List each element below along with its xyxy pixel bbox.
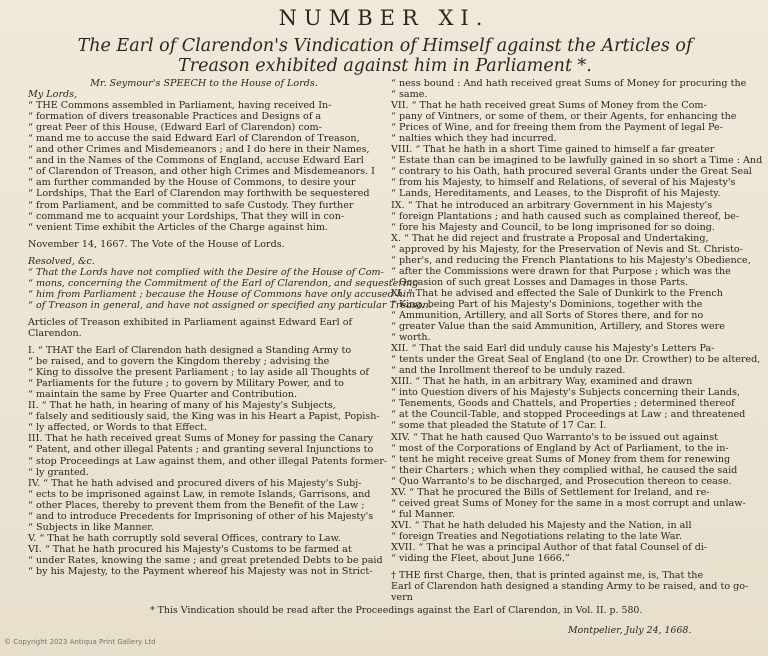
left-column-line: “ of Treason in general, and have not assigned or specified any particular Treason.: [28, 299, 432, 311]
left-column-line: III. That he hath received great Sums of Money for passing the Canary: [28, 433, 374, 445]
right-column-line: “ King, being Part of his Majesty's Dominions, together with the: [391, 298, 703, 310]
left-column-line: “ Parliaments for the future ; to govern by Military Power, and to: [28, 378, 344, 390]
page-title: The Earl of Clarendon's Vindication of Himself against the Articles of Treason exhibited against him in Parliament *.: [77, 36, 693, 76]
left-column-line: “ and to introduce Precedents for Imprisoning of other of his Majesty's: [28, 510, 374, 522]
left-column-line: “ great Peer of this House, (Edward Earl of Clarendon) com-: [28, 122, 322, 134]
right-column-line: XIV. “ That he hath caused Quo Warranto's to be issued out against: [391, 431, 718, 443]
left-column-line: “ Subjects in like Manner.: [28, 521, 154, 533]
right-column-line: “ pany of Vintners, or some of them, or their Agents, for enhancing the: [391, 111, 737, 123]
left-column-line: “ be raised, and to govern the Kingdom thereby ; advising the: [28, 356, 330, 368]
copyright-credit: © Copyright 2023 Antiqua Print Gallery Ltd: [4, 638, 156, 646]
left-column-line: “ and other Crimes and Misdemeanors ; and I do here in their Names,: [28, 144, 370, 156]
right-column-line: “ contrary to his Oath, hath procured several Grants under the Great Seal: [391, 166, 752, 178]
right-column-line: “ at the Council-Table, and stopped Proceedings at Law ; and threatened: [391, 409, 746, 421]
left-column-line: “ other Places, thereby to prevent them from the Benefit of the Law ;: [28, 499, 365, 511]
right-column-line: “ tent he might receive great Sums of Money from them for renewing: [391, 453, 731, 465]
right-column-line: VIII. “ That he hath in a short Time gained to himself a far greater: [391, 144, 715, 156]
right-column-line: “ most of the Corporations of England by Act of Parliament, to the in-: [391, 442, 729, 454]
left-column-line: “ ects to be imprisoned against Law, in remote Islands, Garrisons, and: [28, 488, 371, 500]
right-column-line: XIII. “ That he hath, in an arbitrary Way, examined and drawn: [391, 376, 693, 388]
left-column-line: “ ly affected, or Words to that Effect.: [28, 422, 208, 434]
right-column-line: “ ness bound : And hath received great Sums of Money for procuring the: [391, 78, 747, 89]
left-column-line: “ falsely and seditiously said, the King was in his Heart a Papist, Popish-: [28, 411, 380, 423]
right-column-line: “ Occasion of such great Losses and Damages in those Parts.: [391, 276, 689, 288]
right-column-line: “ same.: [391, 89, 428, 101]
right-column-line: IX. “ That he introduced an arbitrary Government in his Majesty's: [391, 199, 713, 211]
left-column-line: “ and in the Names of the Commons of England, accuse Edward Earl: [28, 155, 364, 167]
right-column-line: XV. “ That he procured the Bills of Settlement for Ireland, and re-: [391, 486, 710, 498]
left-column-line: Resolved, &c.: [28, 255, 95, 267]
left-column-line: “ mons, concerning the Commitment of the Earl of Clarendon, and sequestering: [28, 277, 419, 289]
right-column-line: “ greater Value than the said Ammunition, Artillery, and Stores were: [391, 321, 725, 333]
right-column-line: “ viding the Fleet, about June 1666.”: [391, 553, 570, 565]
right-column-line: “ Ammunition, Artillery, and all Sorts of Stores there, and for no: [391, 309, 704, 321]
right-column-line: “ foreign Treaties and Negotiations relating to the late War.: [391, 530, 682, 542]
left-column-line: “ King to dissolve the present Parliament ; to lay aside all Thoughts of: [28, 367, 369, 379]
right-column-line: “ fore his Majesty and Council, to be long imprisoned for so doing.: [391, 221, 715, 233]
left-column-line: “ of Clarendon of Treason, and other high Crimes and Misdemeanors. I: [28, 166, 375, 178]
right-column-line: “ nalties which they had incurred.: [391, 133, 557, 145]
left-column-line: November 14, 1667. The Vote of the House of Lords.: [28, 238, 285, 250]
right-column-line: VII. “ That he hath received great Sums of Money from the Com-: [391, 100, 707, 112]
right-column-line: “ Lands, Hereditaments, and Leases, to the Disprofit of his Majesty.: [391, 188, 721, 200]
left-column-line: “ That the Lords have not complied with the Desire of the House of Com-: [28, 266, 384, 278]
right-column-line: “ worth.: [391, 332, 431, 344]
left-column-line: II. “ That he hath, in hearing of many of his Majesty's Subjects,: [28, 400, 336, 412]
right-column-line: “ Estate than can be imagined to be lawfully gained in so short a Time : And: [391, 155, 763, 167]
right-column-line: “ pher's, and reducing the French Plantations to his Majesty's Obedience,: [391, 254, 751, 266]
right-column-line: “ foreign Plantations ; and hath caused such as complained thereof, be-: [391, 210, 740, 222]
left-column-line: “ venient Time exhibit the Articles of the Charge against him.: [28, 221, 328, 233]
right-column-line: “ Prices of Wine, and for freeing them from the Payment of legal Pe-: [391, 122, 723, 134]
right-column-line: “ ful Manner.: [391, 508, 455, 520]
right-column-line: “ from his Majesty, to himself and Relations, of several of his Majesty's: [391, 177, 736, 189]
footnote: * This Vindication should be read after the Proceedings against the Earl of Clarendon, in Vol. II. p. 580.: [150, 605, 643, 616]
left-column-line: “ THE Commons assembled in Parliament, having received In-: [28, 100, 332, 112]
left-column-line: “ Lordships, That the Earl of Clarendon may forthwith be sequestered: [28, 188, 370, 200]
right-column-line: “ and the Inrollment thereof to be unduly razed.: [391, 365, 626, 377]
left-column-line: Clarendon.: [28, 327, 82, 339]
left-column-line: “ under Rates, knowing the same ; and great pretended Debts to be paid: [28, 554, 383, 566]
right-column-line: “ ceived great Sums of Money for the same in a most corrupt and unlaw-: [391, 497, 746, 509]
left-column-line: “ from Parliament, and be committed to safe Custody. They further: [28, 199, 354, 211]
right-column-line: XII. “ That the said Earl did unduly cause his Majesty's Letters Pa-: [391, 343, 715, 355]
left-column-line: “ Patent, and other illegal Patents ; and granting several Injunctions to: [28, 444, 374, 456]
right-column-line: Earl of Clarendon hath designed a standing Army to be raised, and to go-: [391, 581, 749, 593]
page-number-heading: NUMBER XI.: [278, 6, 490, 30]
left-column-line: “ command me to acquaint your Lordships, That they will in con-: [28, 210, 345, 222]
right-column-line: XVI. “ That he hath deluded his Majesty and the Nation, in all: [391, 519, 692, 531]
left-column-line: “ mand me to accuse the said Edward Earl of Clarendon of Treason,: [28, 133, 360, 145]
left-column-line: “ by his Majesty, to the Payment whereof his Majesty was not in Strict-: [28, 565, 373, 577]
left-column-line: IV. “ That he hath advised and procured divers of his Majesty's Subj-: [28, 477, 362, 489]
left-column-line: V. “ That he hath corruptly sold several Offices, contrary to Law.: [28, 532, 341, 544]
right-column-line: “ into Question divers of his Majesty's Subjects concerning their Lands,: [391, 387, 741, 399]
right-column-line: vern: [391, 592, 413, 604]
right-column-line: “ Tenements, Goods and Chattels, and Properties ; determined thereof: [391, 398, 735, 410]
left-column-line: Articles of Treason exhibited in Parliament against Edward Earl of: [28, 316, 353, 328]
right-column-line: “ some that pleaded the Statute of 17 Car. I.: [391, 420, 607, 432]
right-column-line: XVII. “ That he was a principal Author of that fatal Counsel of di-: [391, 541, 708, 553]
left-column-line: “ him from Parliament ; because the House of Commons have only accused him: [28, 288, 416, 300]
left-column-line: Mr. Seymour's SPEECH to the House of Lords.: [90, 78, 318, 89]
right-column-line: “ Quo Warranto's to be discharged, and Prosecution thereon to cease.: [391, 475, 732, 487]
left-column-line: “ maintain the same by Free Quarter and Contribution.: [28, 389, 298, 401]
left-column-line: I. “ THAT the Earl of Clarendon hath designed a Standing Army to: [28, 345, 352, 357]
right-column-line: XI. “ That he advised and effected the Sale of Dunkirk to the French: [391, 287, 723, 299]
left-column-line: VI. “ That he hath procured his Majesty's Customs to be farmed at: [28, 543, 352, 555]
left-column-line: “ stop Proceedings at Law against them, and other illegal Patents former-: [28, 455, 388, 467]
right-column-line: “ their Charters ; which when they complied withal, he caused the said: [391, 464, 738, 476]
right-column-line: † THE first Charge, then, that is printed against me, is, That the: [391, 570, 704, 582]
dateline: Montpelier, July 24, 1668.: [568, 625, 692, 636]
right-column-line: “ tents under the Great Seal of England (to one Dr. Crowther) to be altered,: [391, 354, 761, 366]
left-column-line: “ formation of divers treasonable Practices and Designs of a: [28, 111, 322, 123]
right-column-line: “ approved by his Majesty, for the Preservation of Nevis and St. Christo-: [391, 243, 743, 255]
left-column-line: My Lords,: [28, 89, 78, 101]
left-column-line: “ ly granted.: [28, 466, 89, 478]
right-text-column: [391, 78, 763, 604]
left-column-line: “ am further commanded by the House of Commons, to desire your: [28, 177, 356, 189]
right-column-line: X. “ That he did reject and frustrate a Proposal and Undertaking,: [391, 232, 709, 244]
right-column-line: “ after the Commissions were drawn for that Purpose ; which was the: [391, 265, 731, 277]
